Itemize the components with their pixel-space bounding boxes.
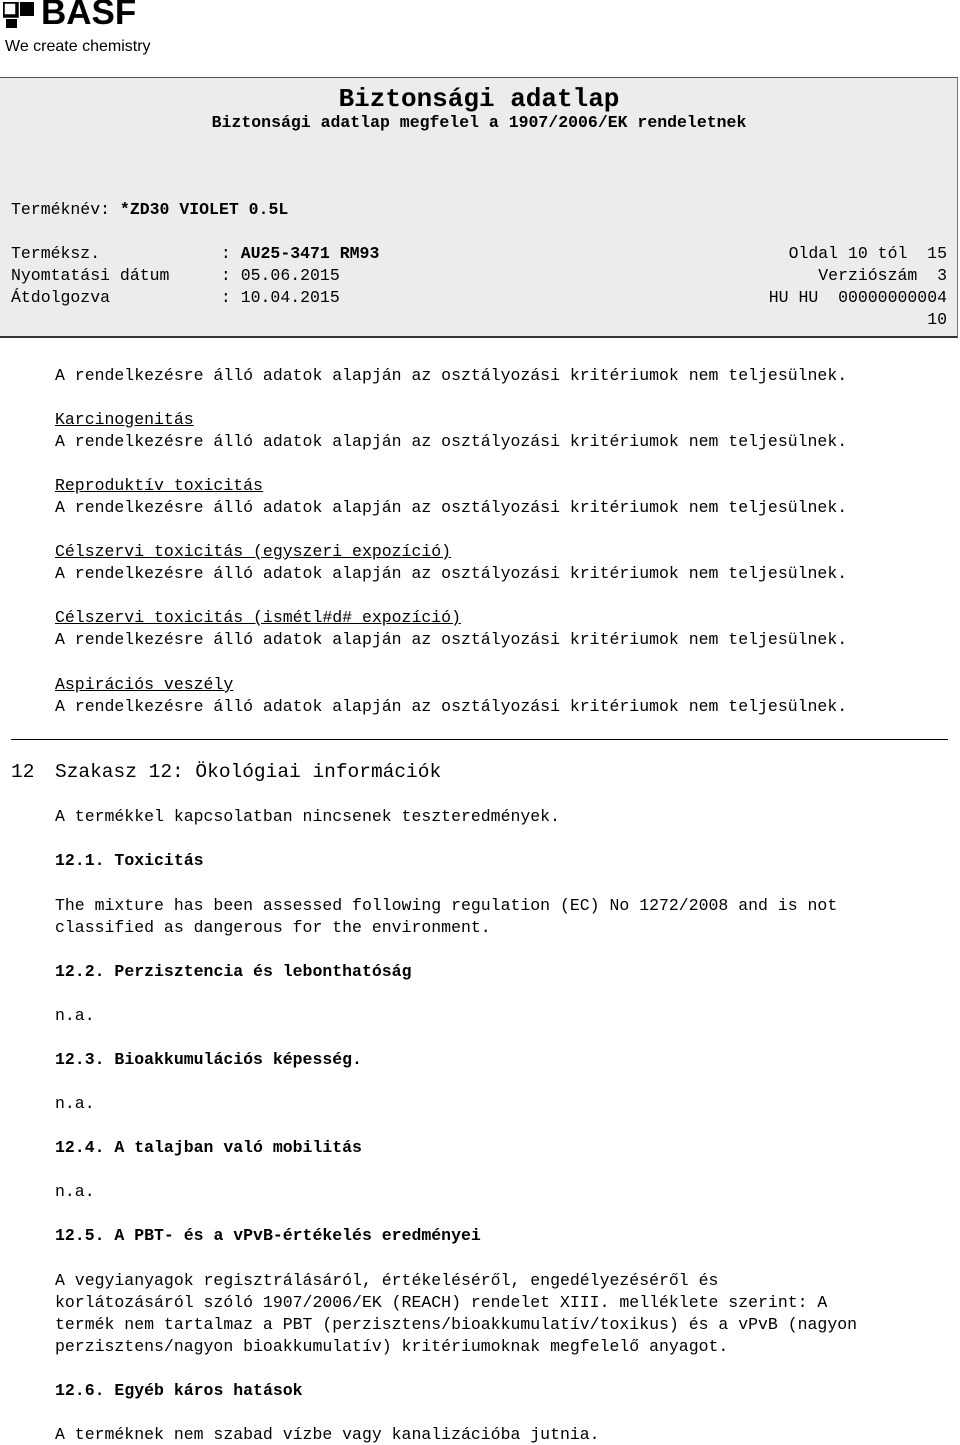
product-name-value: *ZD30 VIOLET 0.5L: [119, 200, 289, 219]
basf-logo: [3, 0, 203, 62]
subsection-title: A PBT- és a vPvB-értékelés eredményei: [114, 1226, 481, 1245]
subsection-text-line: A vegyianyagok regisztrálásáról, értékeléséről, engedélyezéséről és: [55, 1271, 719, 1290]
header-row-value: 10.04.2015: [240, 288, 340, 307]
subsection-12-3-heading: [55, 1050, 362, 1070]
subsection-12-5-heading: [55, 1226, 481, 1246]
document-title: Biztonsági adatlap: [338, 84, 620, 114]
subsection-text-line: korlátozásáról szóló 1907/2006/EK (REACH) rendelet XIII. melléklete szerint: A: [55, 1293, 828, 1312]
subsection-12-1-heading: [55, 851, 204, 871]
subsection-title: A talajban való mobilitás: [114, 1138, 362, 1157]
subsection-text-line: classified as dangerous for the environment.: [55, 918, 491, 937]
subheading-aspiration-hazard: Aspirációs veszély: [55, 675, 234, 694]
subsection-text-line: n.a.: [55, 1006, 95, 1025]
header-row-page: Oldal 10 tól 15: [788, 244, 947, 263]
body-text-line: A rendelkezésre álló adatok alapján az osztályozási kritériumok nem teljesülnek.: [55, 498, 848, 517]
body-text-line: A rendelkezésre álló adatok alapján az osztályozási kritériumok nem teljesülnek.: [55, 630, 848, 649]
subsection-number: 12.5.: [55, 1226, 105, 1245]
header-row-sep: :: [211, 288, 241, 307]
header-row-sep: :: [211, 244, 241, 263]
subsection-number: 12.1.: [55, 851, 105, 870]
subsection-text-line: The mixture has been assessed following regulation (EC) No 1272/2008 and is not: [55, 896, 838, 915]
subheading-reproductive-toxicity: Reproduktív toxicitás: [55, 476, 263, 495]
subsection-number: 12.2.: [55, 962, 105, 981]
header-row-label: Terméksz.: [11, 244, 101, 263]
body-text-line: A rendelkezésre álló adatok alapján az osztályozási kritériumok nem teljesülnek.: [55, 564, 848, 583]
section-intro: A termékkel kapcsolatban nincsenek teszteredmények.: [55, 807, 560, 826]
subsection-12-2-heading: [55, 962, 411, 982]
product-name-line: [11, 200, 288, 220]
body-text-line: A rendelkezésre álló adatok alapján az osztályozási kritériumok nem teljesülnek.: [55, 366, 848, 385]
subsection-number: 12.4.: [55, 1138, 105, 1157]
basf-logo-mark-icon: [3, 2, 35, 28]
basf-wordmark: BASF: [41, 0, 137, 32]
subheading-carcinogenicity: Karcinogenitás: [55, 410, 194, 429]
basf-tagline: We create chemistry: [5, 38, 151, 55]
section-title-text: Szakasz 12: Ökológiai információk: [55, 761, 442, 783]
header-row-label: Nyomtatási dátum: [11, 266, 170, 285]
subsection-number: 12.6.: [55, 1381, 105, 1400]
document-subtitle: Biztonsági adatlap megfelel a 1907/2006/EK rendeletnek: [211, 113, 747, 132]
header-row-label: Átdolgozva: [11, 288, 111, 307]
header-row-value: AU25-3471 RM93: [240, 244, 380, 263]
product-name-label: Terméknév:: [11, 200, 120, 219]
header-row-revised: [11, 288, 340, 308]
section-number: 12: [11, 761, 35, 783]
header-row-version: Verziószám 3: [818, 266, 947, 285]
subsection-text-line: n.a.: [55, 1182, 95, 1201]
header-row-document-id: HU HU 00000000004: [768, 288, 947, 307]
subsection-text-line: A terméknek nem szabad vízbe vagy kanalizációba jutnia.: [55, 1425, 600, 1444]
subheading-stot-repeated: Célszervi toxicitás (ismétl#d# expozíció): [55, 608, 461, 627]
subsection-title: Toxicitás: [114, 851, 204, 870]
subheading-stot-single: Célszervi toxicitás (egyszeri expozíció): [55, 542, 452, 561]
subsection-title: Egyéb káros hatások: [114, 1381, 303, 1400]
header-row-product-number: [11, 244, 379, 264]
subsection-12-6-heading: [55, 1381, 303, 1401]
subsection-number: 12.3.: [55, 1050, 105, 1069]
header-row-print-date: [11, 266, 340, 286]
header-row-sep: :: [211, 266, 241, 285]
subsection-text-line: perzisztens/nagyon bioakkumulatív) kritériumoknak megfelelő anyagot.: [55, 1337, 729, 1356]
body-text-line: A rendelkezésre álló adatok alapján az osztályozási kritériumok nem teljesülnek.: [55, 432, 848, 451]
subsection-12-4-heading: [55, 1138, 362, 1158]
subsection-title: Bioakkumulációs képesség.: [114, 1050, 362, 1069]
header-row-value: 05.06.2015: [240, 266, 340, 285]
document-header: [0, 77, 958, 338]
section-divider: [11, 739, 948, 740]
body-text-line: A rendelkezésre álló adatok alapján az osztályozási kritériumok nem teljesülnek.: [55, 697, 848, 716]
subsection-text-line: termék nem tartalmaz a PBT (perzisztens/bioakkumulatív/toxikus) és a vPvB (nagyon: [55, 1315, 858, 1334]
header-row-extra-number: 10: [927, 310, 947, 329]
section-12-title: [11, 760, 441, 784]
subsection-title: Perzisztencia és lebonthatóság: [114, 962, 412, 981]
subsection-text-line: n.a.: [55, 1094, 95, 1113]
